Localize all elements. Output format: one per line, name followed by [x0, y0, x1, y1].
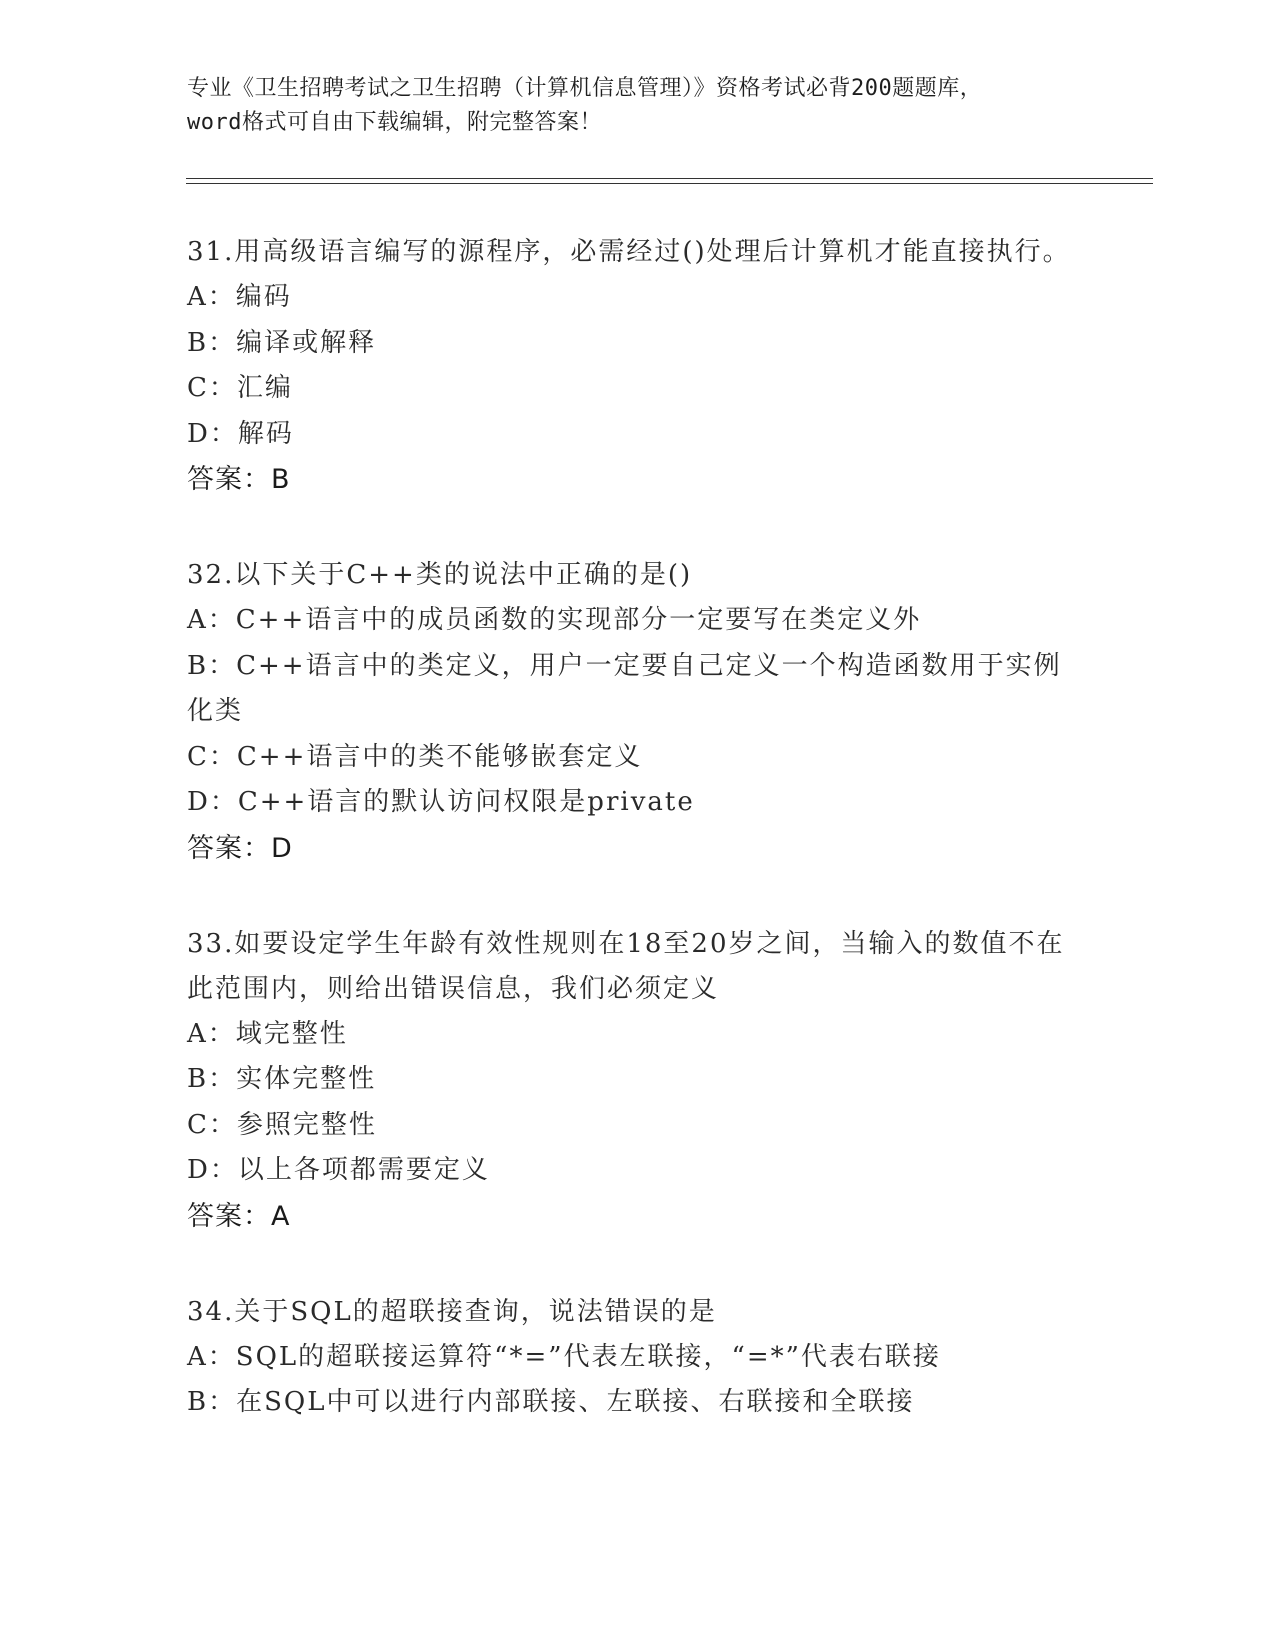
- option-b: B：实体完整性: [187, 1064, 377, 1094]
- question-32: [187, 553, 1087, 872]
- answer-line: 答案：A: [187, 1200, 291, 1232]
- option-c: C：C++语言中的类不能够嵌套定义: [187, 741, 643, 772]
- header-divider-bottom: [186, 183, 1153, 184]
- option-b: B：在SQL中可以进行内部联接、左联接、右联接和全联接: [187, 1387, 915, 1417]
- answer-line: 答案：D: [187, 832, 293, 864]
- option-a: A：编码: [187, 282, 292, 312]
- option-c: C：参照完整性: [187, 1109, 377, 1140]
- question-31: [187, 230, 1087, 503]
- question-33: [187, 922, 1087, 1240]
- option-a: A：SQL的超联接运算符“*=”代表左联接，“=*”代表右联接: [187, 1341, 941, 1372]
- option-d: D：解码: [187, 418, 294, 449]
- option-d: D：C++语言的默认访问权限是private: [187, 787, 695, 817]
- answer-line: 答案：B: [187, 464, 291, 495]
- question-34: [187, 1290, 1087, 1426]
- question-stem: 31.用高级语言编写的源程序，必需经过()处理后计算机才能直接执行。: [187, 237, 1071, 267]
- document-header: [187, 72, 1087, 140]
- header-divider-top: [186, 178, 1153, 179]
- option-c: C：汇编: [187, 373, 293, 403]
- question-stem: 34.关于SQL的超联接查询，说法错误的是: [187, 1296, 717, 1327]
- option-b: B：C++语言中的类定义，用户一定要自己定义一个构造函数用于实例化类: [187, 650, 1062, 726]
- question-stem: 33.如要设定学生年龄有效性规则在18至20岁之间，当输入的数值不在此范围内，则给出错误信息，我们必须定义: [187, 928, 1065, 1004]
- header-line-1: 专业《卫生招聘考试之卫生招聘（计算机信息管理）》资格考试必背200题题库，: [187, 76, 983, 101]
- option-a: A：域完整性: [187, 1018, 348, 1049]
- header-line-2: word格式可自由下载编辑，附完整答案！: [187, 110, 602, 135]
- option-a: A：C++语言中的成员函数的实现部分一定要写在类定义外: [187, 605, 922, 635]
- question-list: [187, 230, 1087, 1476]
- option-b: B：编译或解释: [187, 327, 377, 358]
- question-stem: 32.以下关于C++类的说法中正确的是(): [187, 560, 693, 590]
- option-d: D：以上各项都需要定义: [187, 1155, 490, 1185]
